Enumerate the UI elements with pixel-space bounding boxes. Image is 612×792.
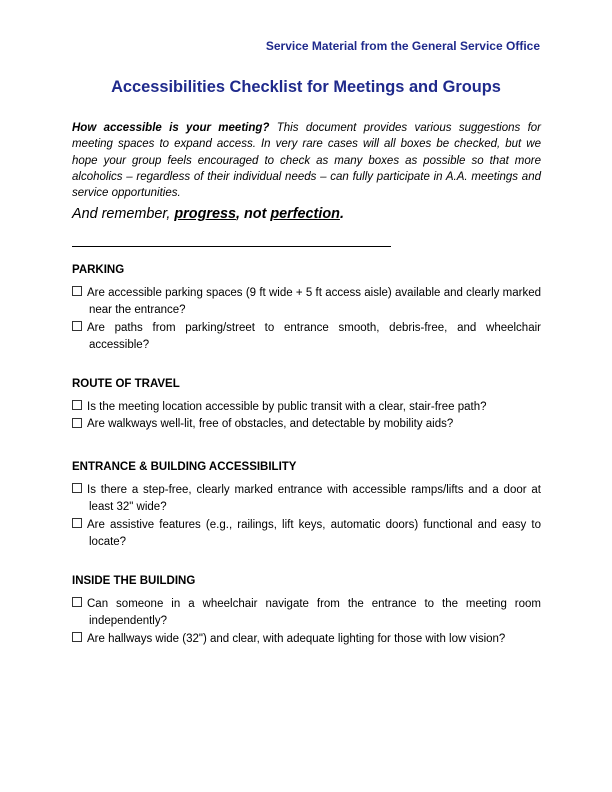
intro-body: This document provides various suggestions for meeting spaces to expand access. In very rare cases will all boxes be checked, but we hope your group feels encouraged to check as many boxes as possible so that more alcoholics – regardless of their individual needs – can fully participate in A.A. meetings and service opportunities.: [72, 122, 541, 200]
checklist-item-text: Is there a step-free, clearly marked entrance with accessible ramps/lifts and a door at least 32" wide?: [87, 483, 541, 513]
checklist-item: [72, 596, 541, 631]
checklist-item: [72, 416, 541, 434]
checkbox-icon[interactable]: [72, 286, 82, 296]
remember-line: [72, 206, 344, 222]
checklist-item-text: Are accessible parking spaces (9 ft wide + 5 ft access aisle) available and clearly marked near the entrance?: [87, 286, 541, 316]
checkbox-icon[interactable]: [72, 597, 82, 607]
checkbox-icon[interactable]: [72, 483, 82, 493]
checklist-item: [72, 631, 541, 649]
section-heading: ROUTE OF TRAVEL: [72, 378, 180, 390]
remember-period: .: [339, 206, 344, 222]
checklist-item-text: Are paths from parking/street to entrance smooth, debris-free, and wheelchair accessible?: [87, 321, 541, 351]
checkbox-icon[interactable]: [72, 418, 82, 428]
checkbox-icon[interactable]: [72, 321, 82, 331]
remember-word-progress: progress: [174, 206, 236, 222]
checklist-item-text: Are assistive features (e.g., railings, lift keys, automatic doors) functional and easy to locate?: [87, 518, 541, 548]
checklist-item: [72, 482, 541, 517]
remember-word-perfection: perfection: [270, 206, 340, 222]
checklist-item: [72, 320, 541, 355]
section-heading: INSIDE THE BUILDING: [72, 575, 196, 587]
checklist-item-text: Can someone in a wheelchair navigate from the entrance to the meeting room independently?: [87, 597, 541, 627]
section-entrance-building: [72, 460, 541, 552]
checklist-item-text: Are hallways wide (32") and clear, with adequate lighting for those with low vision?: [87, 632, 506, 645]
section-inside-building: [72, 574, 541, 648]
checklist-item: [72, 517, 541, 552]
section-route-of-travel: [72, 377, 541, 434]
checkbox-icon[interactable]: [72, 400, 82, 410]
remember-prefix: And remember,: [72, 206, 171, 222]
checklist-item: [72, 285, 541, 320]
remember-not: not: [243, 206, 267, 222]
intro-paragraph: [72, 120, 541, 201]
section-heading: PARKING: [72, 264, 125, 276]
section-heading: ENTRANCE & BUILDING ACCESSIBILITY: [72, 461, 297, 473]
header-note: Service Material from the General Service Office: [265, 39, 540, 53]
intro-lead: How accessible is your meeting?: [72, 122, 270, 134]
checkbox-icon[interactable]: [72, 632, 82, 642]
section-parking: [72, 263, 541, 355]
checklist-item-text: Is the meeting location accessible by public transit with a clear, stair-free path?: [87, 400, 487, 413]
checklist-item-text: Are walkways well-lit, free of obstacles, and detectable by mobility aids?: [87, 418, 454, 430]
page-title: Accessibilities Checklist for Meetings and Groups: [111, 78, 501, 96]
checklist-item: [72, 399, 541, 417]
remember-comma: ,: [235, 206, 240, 222]
horizontal-rule: [72, 246, 391, 247]
checkbox-icon[interactable]: [72, 518, 82, 528]
